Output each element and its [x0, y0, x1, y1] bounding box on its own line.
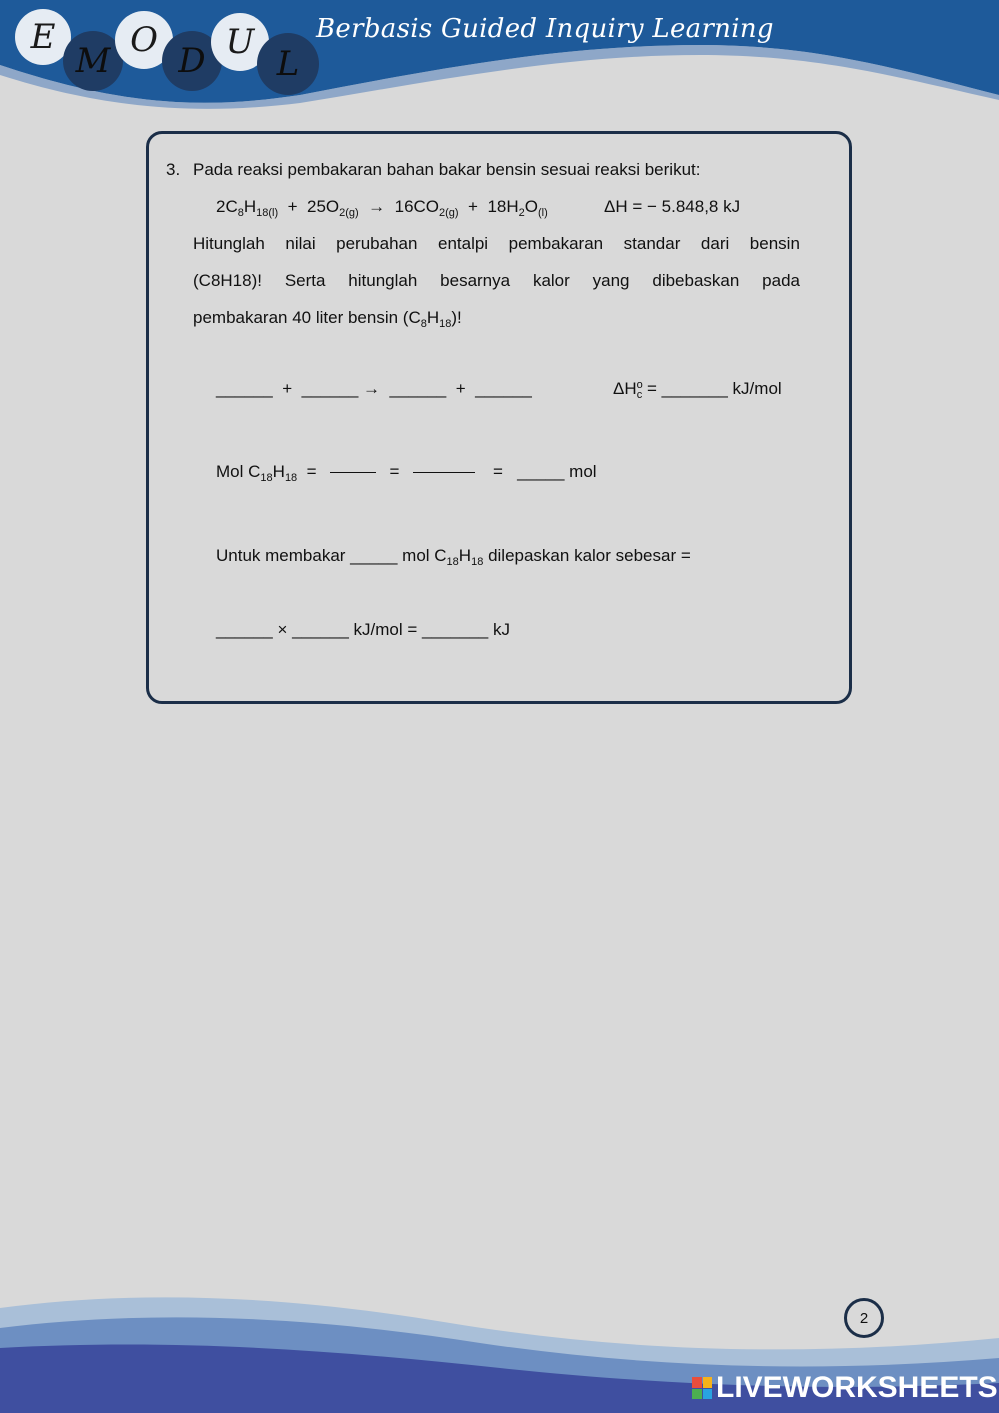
- mol-calculation[interactable]: Mol $C_{18}H_{18}$ = = = _____ mol: [216, 462, 597, 484]
- header-subtitle: Berbasis Guided Inquiry Learning: [316, 14, 774, 44]
- question-line-1: Hitunglah nilai perubahan entalpi pembakaran standar dari bensin: [193, 234, 800, 253]
- liveworksheets-watermark: LIVEWORKSHEETS: [692, 1371, 998, 1405]
- logo-letter-u: U: [211, 13, 269, 71]
- burn-statement[interactable]: Untuk membakar _____ mol $C_{18}H_{18}$ dilepaskan kalor sebesar =: [216, 546, 691, 568]
- question-number: 3.: [166, 160, 181, 179]
- liveworksheets-logo-icon: [692, 1377, 712, 1399]
- arrow-icon: →: [368, 197, 386, 216]
- logo-letter-e: E: [15, 9, 71, 65]
- question-line-2: (C8H18)! Serta hitunglah besarnya kalor yang dibebaskan pada: [193, 271, 800, 290]
- fraction-line: [330, 472, 376, 473]
- logo-letter-d: D: [162, 31, 222, 91]
- question-line-3: pembakaran 40 liter bensin $(C_8H_{18})$!: [193, 308, 462, 330]
- answer-equation[interactable]: ______ + ______ → ______ + ______: [216, 379, 532, 398]
- fraction-line: [413, 472, 475, 473]
- logo-letter-m: M: [63, 31, 123, 91]
- arrow-icon: →: [363, 379, 381, 398]
- page-number: 2: [844, 1298, 884, 1338]
- heat-calculation[interactable]: ______ × ______ kJ/mol = _______ kJ: [216, 620, 510, 639]
- reaction-enthalpy: ΔH = − 5.848,8 kJ: [604, 197, 741, 216]
- logo-letter-l: L: [257, 33, 319, 95]
- question-intro: Pada reaksi pembakaran bahan bakar bensin sesuai reaksi berikut:: [193, 160, 701, 179]
- logo-letter-o: O: [115, 11, 173, 69]
- answer-enthalpy[interactable]: $\Delta H^o_c$ = _______ kJ/mol: [613, 379, 782, 401]
- reaction-equation: $2C_8H_{18(l)} + 25O_{2(g)} \to 16CO_{2(g)} + 18H_2O_{(l)}$: [216, 197, 548, 219]
